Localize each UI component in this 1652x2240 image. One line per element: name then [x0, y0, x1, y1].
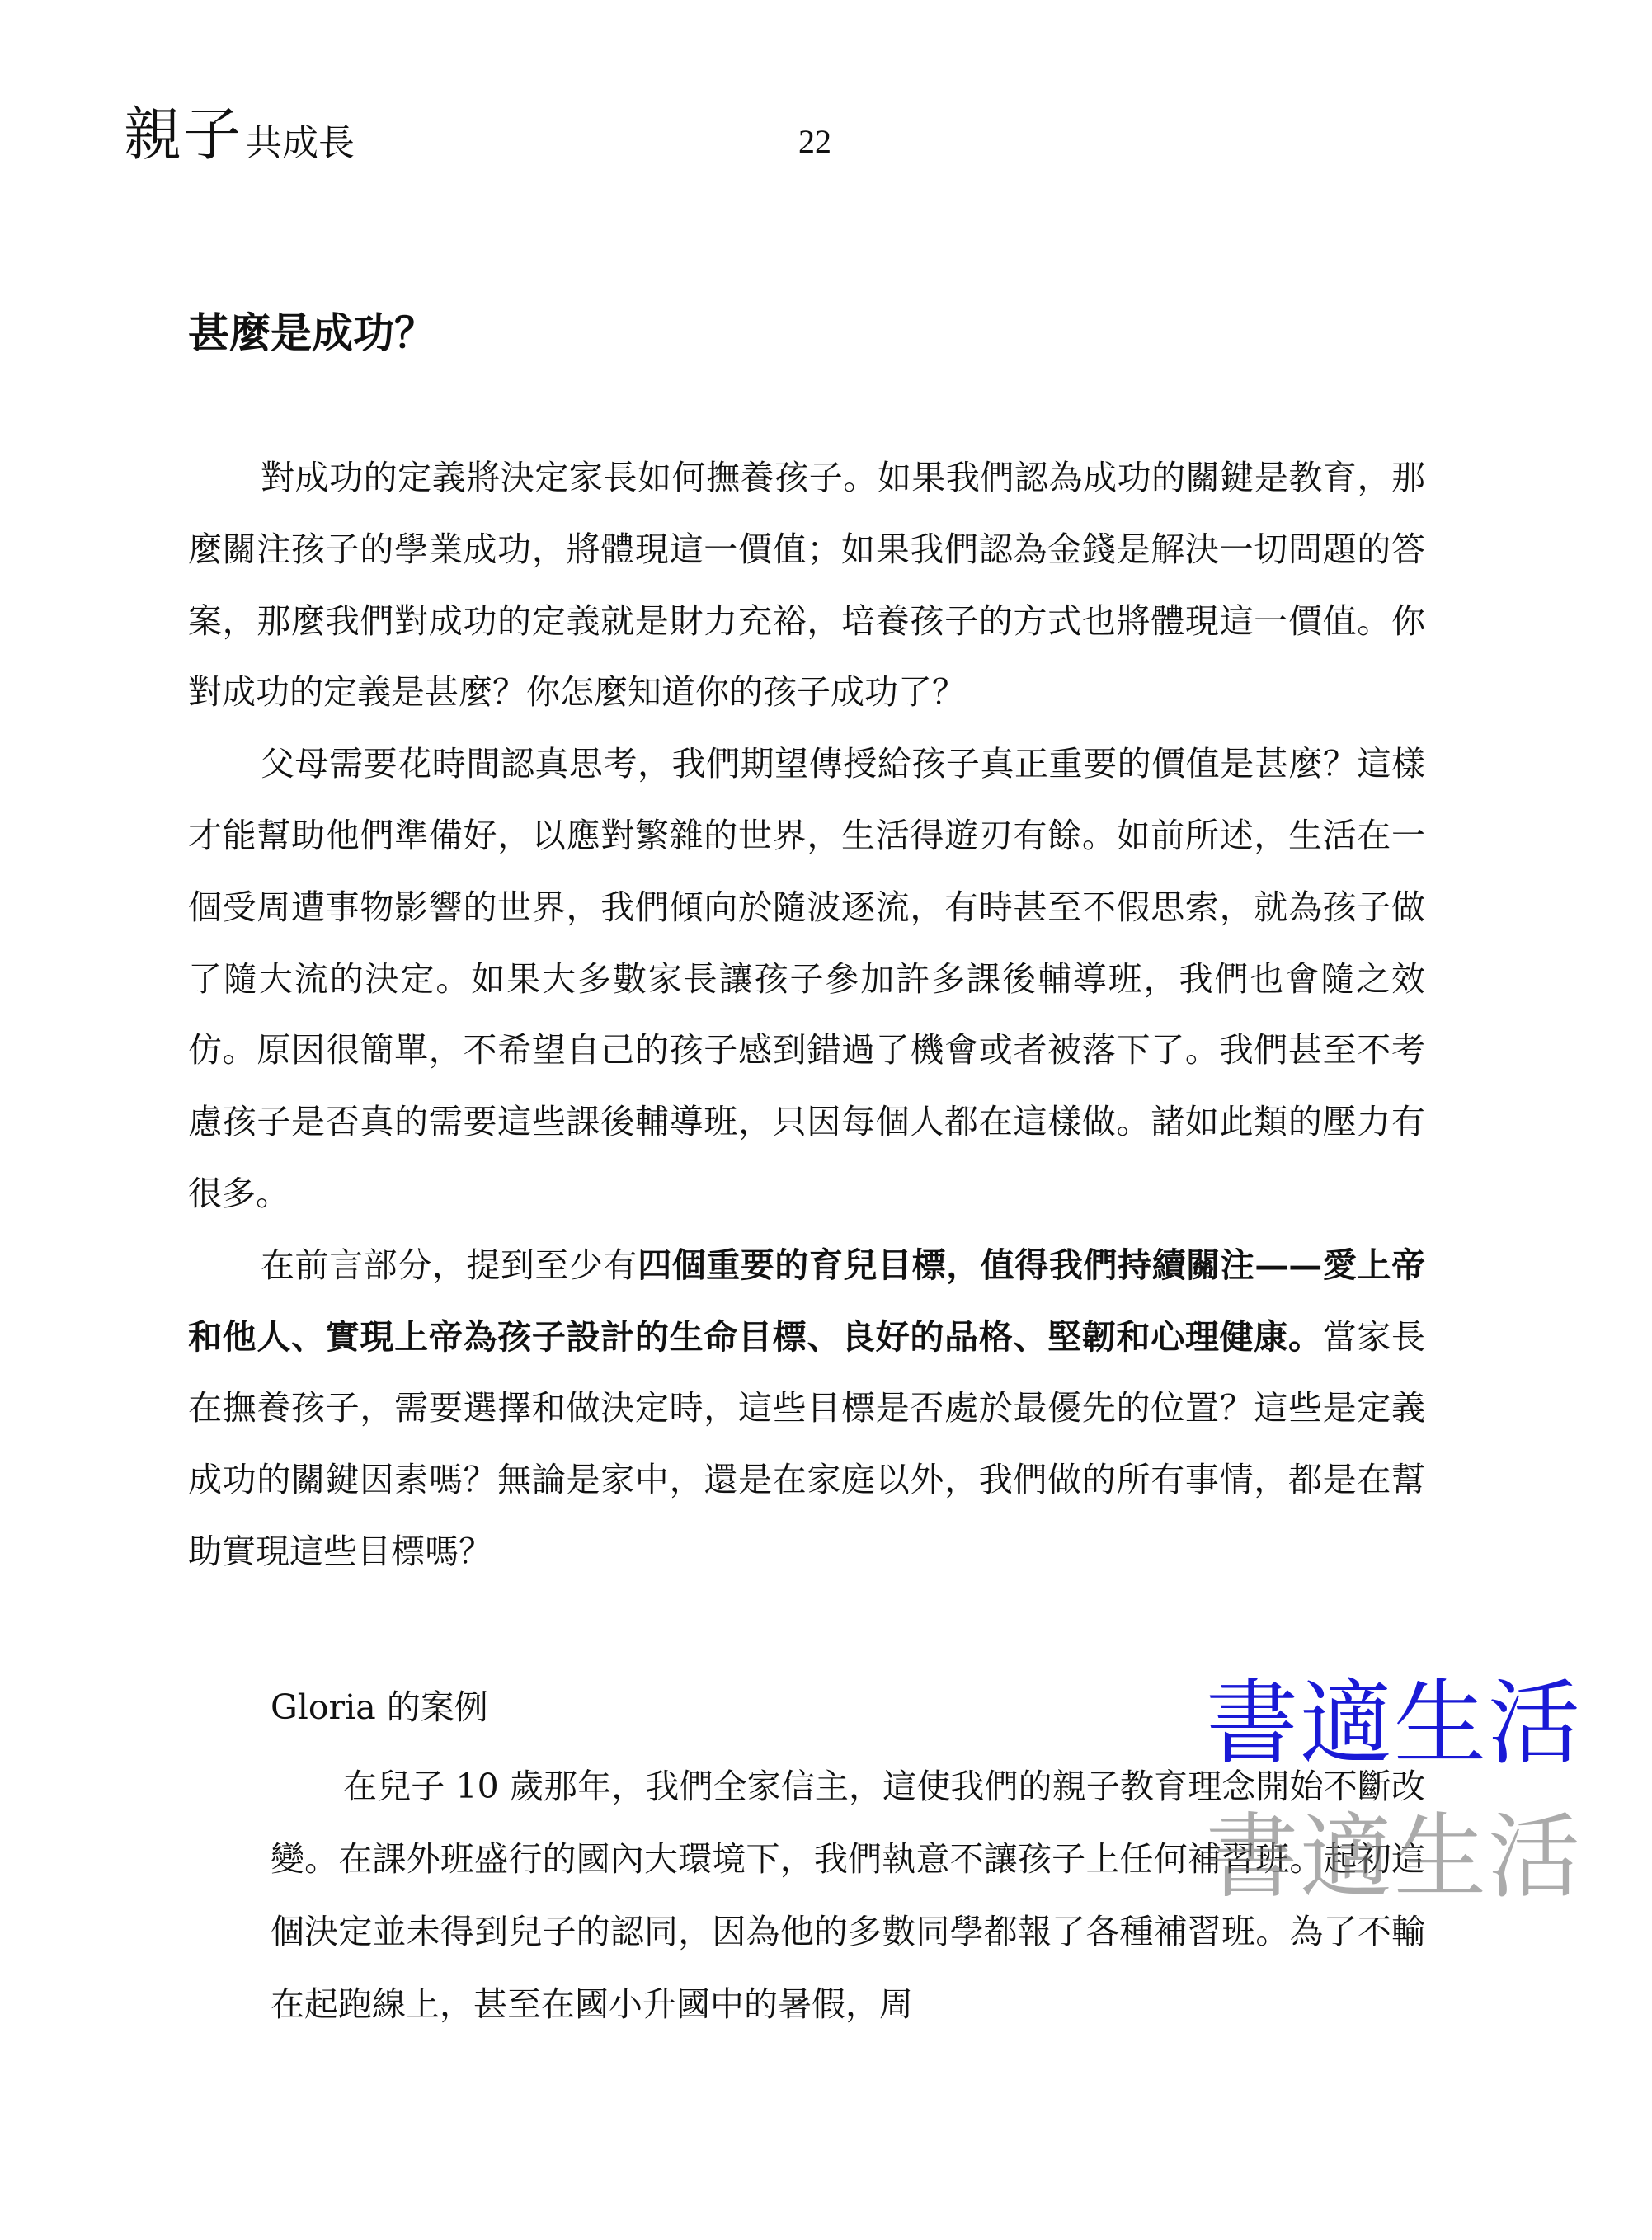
paragraph-3-rest: 當家長在撫養孩子，需要選擇和做決定時，這些目標是否處於最優先的位置？這些是定義成功的關鍵因素嗎？無論是家中，還是在家庭以外，我們做的所有事情，都是在幫助實現這些目標嗎？: [188, 1316, 1425, 1571]
main-body: [188, 442, 1425, 1588]
page-number: 22: [798, 123, 831, 160]
running-head: [124, 89, 355, 168]
book-title-small: 共成長: [246, 122, 355, 164]
section-heading: 甚麼是成功？: [188, 308, 435, 357]
case-study-heading: Gloria 的案例: [271, 1687, 488, 1727]
parenting-goals-emphasis: 四個重要的育兒目標，值得我們持續關注——愛上帝和他人、實現上帝為孩子設計的生命目標、良好的品格、堅韌和心理健康。: [188, 1245, 1425, 1357]
publisher-watermark-primary: 書適生活: [1206, 1670, 1582, 1777]
body-paragraph-2: 父母需要花時間認真思考，我們期望傳授給孩子真正重要的價值是甚麼？這樣才能幫助他們準備好，以應對繁雜的世界，生活得遊刃有餘。如前所述，生活在一個受周遭事物影響的世界，我們傾向於隨波逐流，有時甚至不假思索，就為孩子做了隨大流的決定。如果大多數家長讓孩子參加許多課後輔導班，我們也會隨之效仿。原因很簡單，不希望自己的孩子感到錯過了機會或者被落下了。我們甚至不考慮孩子是否真的需要這些課後輔導班，只因每個人都在這樣做。諸如此類的壓力有很多。: [188, 744, 1425, 1213]
body-paragraph-1: 對成功的定義將決定家長如何撫養孩子。如果我們認為成功的關鍵是教育，那麼關注孩子的學業成功，將體現這一價值；如果我們認為金錢是解決一切問題的答案，那麼我們對成功的定義就是財力充裕，培養孩子的方式也將體現這一價值。你對成功的定義是甚麼？你怎麼知道你的孩子成功了？: [188, 458, 1425, 713]
case-study-paragraph: 在兒子 10 歲那年，我們全家信主，這使我們的親子教育理念開始不斷改變。在課外班盛行的國內大環境下，我們執意不讓孩子上任何補習班。起初這個決定並未得到兒子的認同，因為他的多數同學都報了各種補習班。為了不輸在起跑線上，甚至在國小升國中的暑假，周: [271, 1767, 1425, 2024]
paragraph-3-intro: 在前言部分，提到至少有: [261, 1245, 638, 1285]
book-title-large: 親子: [124, 101, 242, 168]
body-paragraph-3: [188, 1230, 1425, 1588]
publisher-watermark-secondary: 書適生活: [1206, 1804, 1582, 1911]
